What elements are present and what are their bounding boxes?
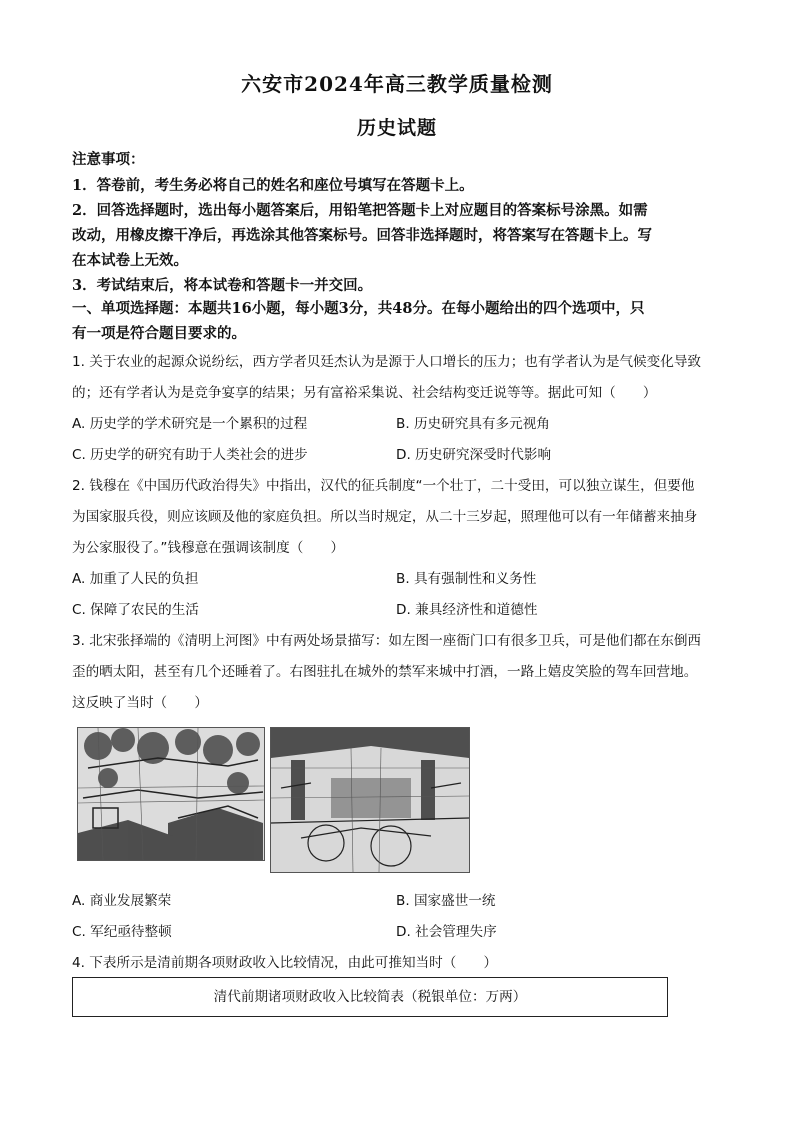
q2-stem: 2. 钱穆在《中国历代政治得失》中指出，汉代的征兵制度“一个壮丁，二十受田，可以独立谋生，但要他 xyxy=(72,478,695,494)
qingming-right-image xyxy=(270,727,470,873)
qingming-left-sketch xyxy=(78,728,264,860)
notice-line: 3．考试结束后，将本试卷和答题卡一并交回。 xyxy=(72,277,373,294)
q2-option-c[interactable]: C. 保障了农民的生活 xyxy=(72,602,199,618)
q1-stem: 1. 关于农业的起源众说纷纭，西方学者贝廷杰认为是源于人口增长的压力；也有学者认为是气候变化导致 xyxy=(72,354,702,370)
notice-heading: 注意事项： xyxy=(72,151,145,168)
q2-option-a[interactable]: A. 加重了人民的负担 xyxy=(72,571,199,587)
q3-option-c[interactable]: C. 军纪亟待整顿 xyxy=(72,924,172,940)
q3-option-a[interactable]: A. 商业发展繁荣 xyxy=(72,893,172,909)
q4-table-caption: 清代前期诸项财政收入比较简表（税银单位：万两） xyxy=(72,977,668,1017)
q3-stem: 这反映了当时（ ） xyxy=(72,695,208,711)
q1-option-a[interactable]: A. 历史学的学术研究是一个累积的过程 xyxy=(72,416,308,432)
q4-stem: 4. 下表所示是清前期各项财政收入比较情况，由此可推知当时（ ） xyxy=(72,955,498,971)
q1-option-c[interactable]: C. 历史学的研究有助于人类社会的进步 xyxy=(72,447,308,463)
section-heading: 一、单项选择题：本题共16小题，每小题3分，共48分。在每小题给出的四个选项中，只 xyxy=(72,300,645,317)
q1-option-b[interactable]: B. 历史研究具有多元视角 xyxy=(396,416,550,432)
q1-stem: 的；还有学者认为是竞争宴享的结果；另有富裕采集说、社会结构变迁说等等。据此可知（ ） xyxy=(72,385,657,401)
q3-stem: 歪的晒太阳，甚至有几个还睡着了。右图驻扎在城外的禁军来城中打酒，一路上嬉皮笑脸的驾车回营地。 xyxy=(72,664,698,680)
q2-option-b[interactable]: B. 具有强制性和义务性 xyxy=(396,571,537,587)
notice-line: 在本试卷上无效。 xyxy=(72,252,188,269)
qingming-right-sketch xyxy=(271,728,469,872)
q3-option-d[interactable]: D. 社会管理失序 xyxy=(396,924,497,940)
q2-option-d[interactable]: D. 兼具经济性和道德性 xyxy=(396,602,538,618)
notice-line: 1．答卷前，考生务必将自己的姓名和座位号填写在答题卡上。 xyxy=(72,177,474,194)
q1-option-d[interactable]: D. 历史研究深受时代影响 xyxy=(396,447,552,463)
subject-title: 历史试题 xyxy=(356,117,437,139)
notice-line: 改动，用橡皮擦干净后，再选涂其他答案标号。回答非选择题时，将答案写在答题卡上。写 xyxy=(72,227,652,244)
q2-stem: 为国家服兵役，则应该顾及他的家庭负担。所以当时规定，从二十三岁起，照理他可以有一年储蓄来抽身 xyxy=(72,509,698,525)
notice-line: 2．回答选择题时，选出每小题答案后，用铅笔把答题卡上对应题目的答案标号涂黑。如需 xyxy=(72,202,648,219)
qingming-left-image xyxy=(77,727,265,861)
section-heading: 有一项是符合题目要求的。 xyxy=(72,325,246,342)
q3-option-b[interactable]: B. 国家盛世一统 xyxy=(396,893,496,909)
q3-stem: 3. 北宋张择端的《清明上河图》中有两处场景描写：如左图一座衙门口有很多卫兵，可是他们都在东倒西 xyxy=(72,633,702,649)
exam-title: 六安市2024年高三教学质量检测 xyxy=(241,72,553,96)
q2-stem: 为公家服役了。”钱穆意在强调该制度（ ） xyxy=(72,540,345,556)
